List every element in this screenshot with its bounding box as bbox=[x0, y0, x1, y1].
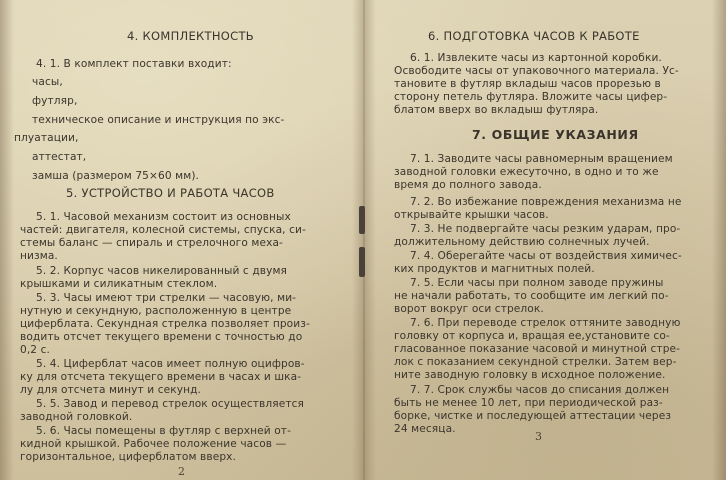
text-line: быть не менее 10 лет, при периодической раз- bbox=[394, 397, 663, 409]
text-line: заводной головкой. bbox=[20, 411, 133, 423]
page-number: 3 bbox=[535, 430, 542, 443]
left-page bbox=[0, 0, 362, 480]
text-line: водить отсчет текущего времени с точностью до bbox=[20, 331, 303, 343]
text-line: 5. 5. Завод и перевод стрелок осуществляется bbox=[36, 398, 305, 410]
staple-top bbox=[359, 206, 365, 234]
text-line: циферблата. Секундная стрелка позволяет произ- bbox=[20, 318, 310, 330]
text-line: открывайте крышки часов. bbox=[394, 209, 549, 221]
text-line: ните заводную головку в исходное положение. bbox=[394, 369, 666, 381]
section-5-title: 5. УСТРОЙСТВО И РАБОТА ЧАСОВ bbox=[66, 186, 275, 200]
text-line: заводной головки ежесуточно, в одно и то же bbox=[394, 166, 659, 178]
text-line: не начали работать, то сообщите им легкий по- bbox=[394, 290, 669, 302]
text-line: 7. 4. Оберегайте часы от воздействия химичес- bbox=[410, 250, 682, 262]
text-line: 7. 7. Срок службы часов до списания должен bbox=[410, 384, 670, 396]
text-line: 7. 3. Не подвергайте часы резким ударам, про- bbox=[410, 223, 681, 235]
text-line: замша (размером 75×60 мм). bbox=[32, 170, 200, 182]
section-7-title: 7. ОБЩИЕ УКАЗАНИЯ bbox=[472, 127, 639, 142]
text-line: техническое описание и инструкция по экс- bbox=[32, 114, 285, 126]
text-line: время до полного завода. bbox=[394, 179, 542, 191]
text-line: стемы баланс — спираль и стрелочного меха- bbox=[20, 237, 283, 249]
text-line: нутную и секундную, расположенную в центре bbox=[20, 305, 292, 317]
text-line: головку от корпуса и, вращая ее,установите со- bbox=[394, 330, 670, 342]
text-line: тановите в футляр вкладыш часов прорезью в bbox=[394, 78, 661, 90]
text-line: лу для отсчета минут и секунд. bbox=[20, 384, 202, 396]
text-line: 7. 5. Если часы при полном заводе пружины bbox=[410, 277, 664, 289]
text-line: 6. 1. Извлеките часы из картонной коробки. bbox=[410, 52, 662, 64]
page-number: 2 bbox=[178, 465, 185, 478]
text-line: 0,2 с. bbox=[20, 344, 51, 356]
text-line: плуатации, bbox=[14, 132, 79, 144]
section-4-title: 4. КОМПЛЕКТНОСТЬ bbox=[127, 29, 254, 43]
text-line: Освободите часы от упаковочного материала. Ус- bbox=[394, 65, 679, 77]
text-line: 24 месяца. bbox=[394, 423, 456, 435]
text-line: 7. 6. При переводе стрелок оттяните заводную bbox=[410, 317, 681, 329]
text-line: 5. 6. Часы помещены в футляр с верхней от- bbox=[36, 425, 291, 437]
text-line: аттестат, bbox=[32, 151, 87, 163]
text-line: низма. bbox=[20, 250, 58, 262]
text-line: часы, bbox=[32, 76, 63, 88]
text-line: ку для отсчета текущего времени в часах и шка- bbox=[20, 371, 302, 383]
text-line: частей: двигателя, колесной системы, спуска, си- bbox=[20, 224, 306, 236]
text-line: блатом вверх во вкладыш футляра. bbox=[394, 104, 599, 116]
section-6-title: 6. ПОДГОТОВКА ЧАСОВ К РАБОТЕ bbox=[428, 29, 640, 43]
text-line: должительному действию солнечных лучей. bbox=[394, 236, 650, 248]
text-line: 7. 1. Заводите часы равномерным вращением bbox=[410, 153, 673, 165]
staple-bottom bbox=[359, 247, 365, 277]
text-line: кидной крышкой. Рабочее положение часов — bbox=[20, 438, 287, 450]
text-line: 5. 1. Часовой механизм состоит из основных bbox=[36, 211, 291, 223]
text-line: футляр, bbox=[32, 95, 78, 107]
right-page bbox=[365, 0, 726, 480]
text-line: 4. 1. В комплект поставки входит: bbox=[36, 58, 232, 70]
text-line: лок с показанием секундной стрелки. Затем вер- bbox=[394, 356, 677, 368]
text-line: ворот вокруг оси стрелок. bbox=[394, 303, 544, 315]
text-line: сторону петель футляра. Вложите часы цифер- bbox=[394, 91, 668, 103]
center-fold bbox=[352, 0, 376, 480]
text-line: ких продуктов и магнитных полей. bbox=[394, 263, 595, 275]
text-line: 5. 4. Циферблат часов имеет полную оцифров- bbox=[36, 358, 305, 370]
text-line: крышками и силикатным стеклом. bbox=[20, 278, 218, 290]
text-line: 7. 2. Во избежание повреждения механизма не bbox=[410, 196, 682, 208]
text-line: 5. 3. Часы имеют три стрелки — часовую, ми- bbox=[36, 292, 297, 304]
text-line: 5. 2. Корпус часов никелированный с двумя bbox=[36, 265, 288, 277]
text-line: гласованное показание часовой и минутной стре- bbox=[394, 343, 681, 355]
text-line: горизонтальное, циферблатом вверх. bbox=[20, 451, 237, 463]
text-line: борке, чистке и последующей аттестации через bbox=[394, 410, 672, 422]
